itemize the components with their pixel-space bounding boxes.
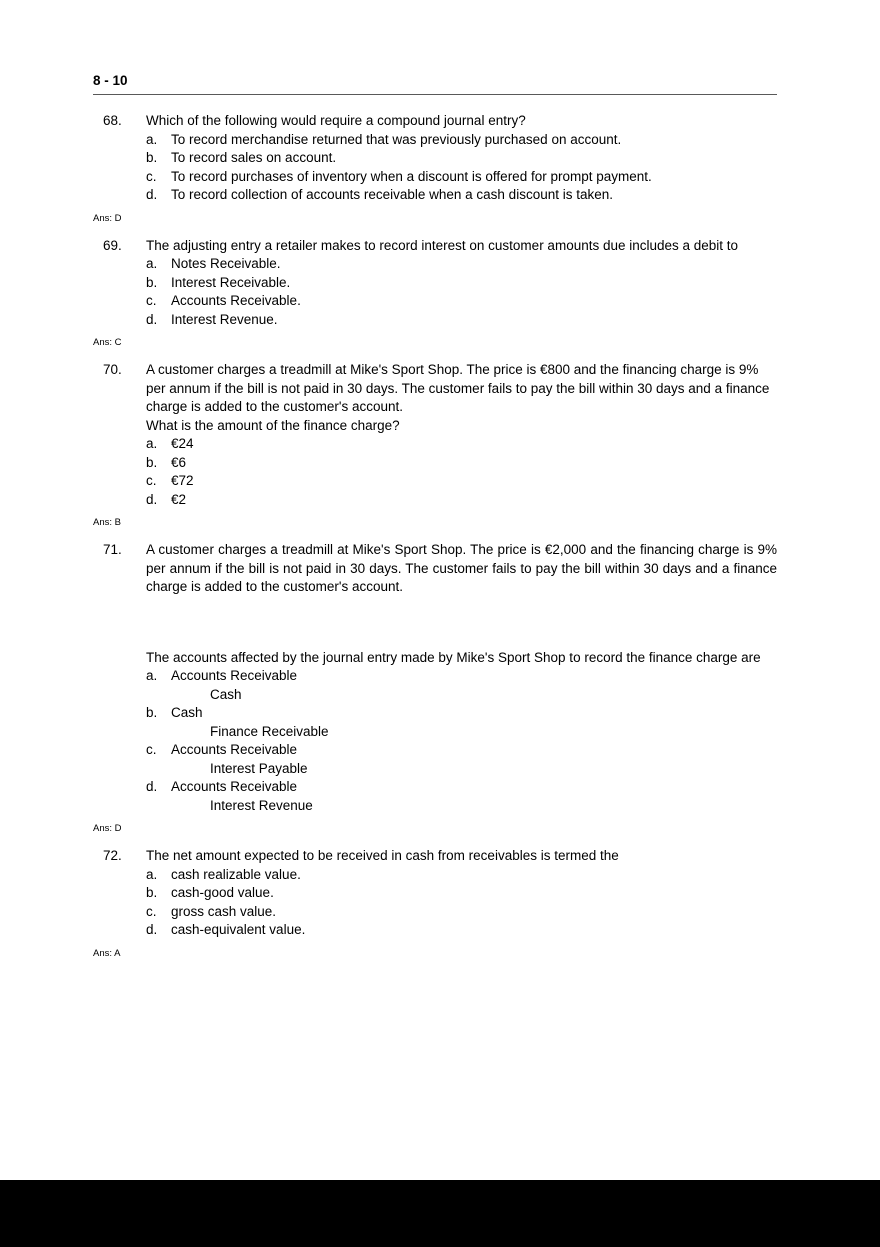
option-line: To record merchandise returned that was previously purchased on account.: [171, 131, 622, 147]
option-letter: b.: [146, 274, 158, 290]
option-text: [171, 168, 777, 187]
option-letter: a.: [146, 668, 158, 683]
option-line: To record purchases of inventory when a discount is offered for prompt payment.: [171, 168, 652, 184]
option-line: Interest Receivable.: [171, 274, 291, 290]
option-line: Accounts Receivable.: [171, 293, 301, 308]
option-text: [171, 292, 777, 311]
option-text: [171, 131, 777, 150]
option-row: [146, 292, 777, 311]
option-row: [146, 186, 777, 205]
option-line: Interest Revenue.: [171, 311, 278, 327]
option-line: Cash: [171, 705, 203, 720]
answer-label: Ans: D: [93, 212, 122, 224]
option-line: To record sales on account.: [171, 150, 337, 165]
question-number: 72.: [103, 848, 122, 863]
option-row: [146, 921, 777, 940]
option-row: [146, 149, 777, 168]
option-line: Accounts Receivable: [171, 779, 298, 794]
option-line: Accounts Receivable: [171, 742, 298, 757]
option-row: [146, 274, 777, 293]
option-line: €6: [171, 454, 187, 470]
question-block: [93, 112, 777, 225]
option-row: [146, 131, 777, 150]
option-text: [171, 866, 777, 885]
question-number: 69.: [103, 237, 122, 253]
option-row: [146, 741, 777, 778]
option-line: cash-good value.: [171, 885, 274, 900]
option-text: [171, 491, 777, 510]
option-row: [146, 168, 777, 187]
option-text: [171, 186, 777, 205]
question-number: 70.: [103, 362, 122, 377]
option-letter: a.: [146, 436, 158, 451]
option-letter: c.: [146, 742, 157, 757]
option-letter: d.: [146, 311, 158, 327]
option-line: cash-equivalent value.: [171, 922, 306, 937]
option-row: [146, 472, 777, 491]
option-letter: d.: [146, 922, 158, 937]
option-row: [146, 866, 777, 885]
option-line: cash realizable value.: [171, 866, 301, 882]
question-body: [146, 847, 777, 940]
answer-label: Ans: C: [93, 337, 122, 348]
option-row: [146, 778, 777, 815]
option-letter: c.: [146, 473, 157, 488]
question-body: [146, 237, 777, 330]
option-letter: b.: [146, 705, 158, 720]
header-rule: [93, 94, 777, 95]
option-text: [171, 149, 777, 168]
answer-label: Ans: D: [93, 823, 122, 834]
option-line: Accounts Receivable: [171, 668, 298, 683]
option-row: [146, 667, 777, 704]
option-row: [146, 704, 777, 741]
option-line: gross cash value.: [171, 903, 277, 919]
option-text: [171, 704, 777, 741]
option-text: [171, 921, 777, 940]
option-text: [171, 884, 777, 903]
question-row: [93, 541, 777, 815]
option-line: Interest Payable: [210, 760, 308, 776]
page-header: 8 - 10: [93, 73, 128, 88]
option-text: [171, 435, 777, 454]
question-body: [146, 112, 777, 205]
option-row: [146, 454, 777, 473]
option-letter: d.: [146, 779, 158, 794]
option-row: [146, 491, 777, 510]
option-letter: a.: [146, 256, 158, 271]
question-text: Which of the following would require a compound journal entry?: [146, 113, 526, 128]
question-text: The accounts affected by the journal entry made by Mike's Sport Shop to record the finance charge are: [146, 649, 761, 665]
option-letter: a.: [146, 866, 158, 882]
option-text: [171, 454, 777, 473]
option-row: [146, 435, 777, 454]
option-letter: a.: [146, 131, 158, 147]
option-text: [171, 903, 777, 922]
option-row: [146, 884, 777, 903]
option-text: [171, 274, 777, 293]
question-block: [93, 847, 777, 960]
option-letter: c.: [146, 903, 157, 919]
option-line: To record collection of accounts receivable when a cash discount is taken.: [171, 187, 613, 202]
option-text: [171, 255, 777, 274]
question-block: [93, 237, 777, 350]
option-letter: d.: [146, 187, 158, 202]
question-row: [93, 237, 777, 330]
question-text: The net amount expected to be received in cash from receivables is termed the: [146, 848, 619, 863]
question-block: [93, 541, 777, 835]
option-line: €72: [171, 473, 194, 488]
question-row: [93, 112, 777, 205]
question-text: What is the amount of the finance charge?: [146, 417, 400, 433]
question-text: The adjusting entry a retailer makes to record interest on customer amounts due includes a debit to: [146, 237, 739, 253]
bottom-black-bar: [0, 1180, 880, 1247]
option-row: [146, 255, 777, 274]
option-row: [146, 903, 777, 922]
answer-label: Ans: A: [93, 947, 121, 959]
question-number: 71.: [103, 542, 122, 557]
option-line: Cash: [210, 686, 242, 702]
question-body: [146, 361, 777, 509]
option-text: [171, 472, 777, 491]
question-row: [93, 361, 777, 509]
option-text: [171, 778, 777, 815]
option-row: [146, 311, 777, 330]
option-text: [171, 311, 777, 330]
option-line: Finance Receivable: [210, 723, 329, 739]
option-letter: c.: [146, 168, 157, 184]
question-text: A customer charges a treadmill at Mike's Sport Shop. The price is €800 and the financing charge is 9% per annum if the bill is not paid in 30 days. The customer fails to pay the bill within 30 days and a finance charge is added to the customer's account.: [146, 362, 770, 414]
option-letter: b.: [146, 454, 158, 470]
question-text: A customer charges a treadmill at Mike's Sport Shop. The price is €2,000 and the financing charge is 9% per annum if the bill is not paid in 30 days. The customer fails to pay the bill within 30 days and a finance charge is added to the customer's account.: [146, 542, 777, 594]
option-line: €2: [171, 491, 187, 507]
option-line: €24: [171, 436, 194, 451]
questions-container: [93, 112, 777, 960]
option-line: Notes Receivable.: [171, 256, 281, 271]
option-letter: c.: [146, 293, 157, 308]
answer-label: Ans: B: [93, 517, 121, 528]
option-text: [171, 667, 777, 704]
option-line: Interest Revenue: [210, 797, 313, 813]
question-body: [146, 541, 777, 815]
option-letter: d.: [146, 491, 158, 507]
option-text: [171, 741, 777, 778]
question-number: 68.: [103, 113, 122, 128]
option-letter: b.: [146, 150, 158, 165]
question-row: [93, 847, 777, 940]
question-block: [93, 361, 777, 529]
option-letter: b.: [146, 885, 158, 900]
